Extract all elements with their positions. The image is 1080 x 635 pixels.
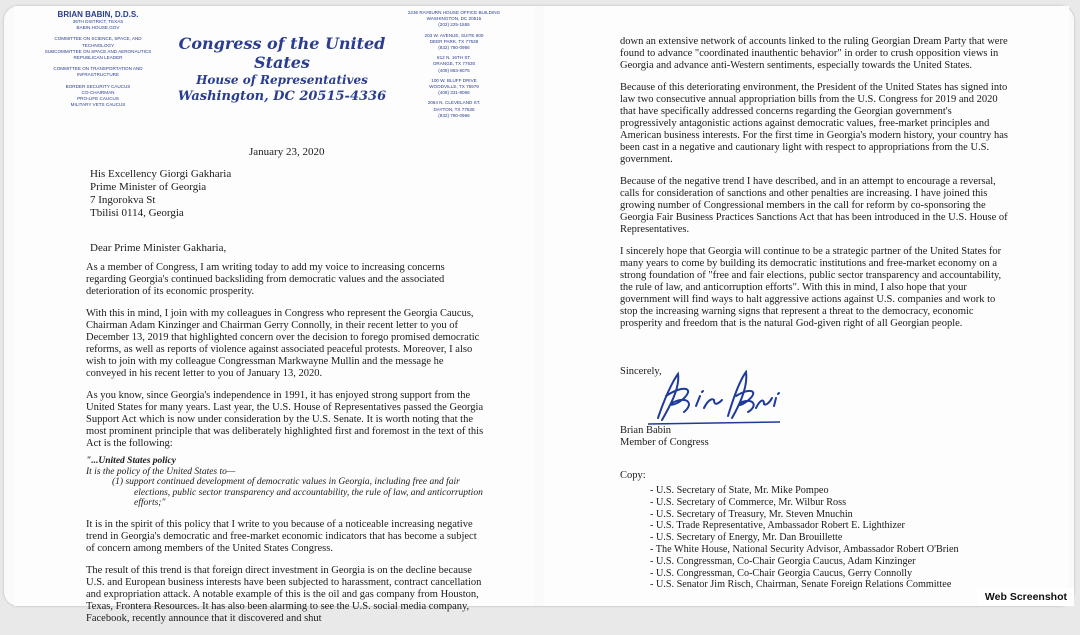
seal-line-1: Congress of the United States bbox=[178, 34, 386, 72]
office-line: 203 W. AVENUE, SUITE 600 bbox=[424, 32, 484, 38]
recipient-line: His Excellency Giorgi Gakharia bbox=[90, 168, 232, 180]
office-line: 812 N. 16TH ST. bbox=[437, 55, 471, 61]
web-screenshot-watermark: Web Screenshot bbox=[978, 588, 1074, 606]
signer-name: Brian Babin bbox=[620, 425, 672, 436]
copy-recipient: - U.S. Secretary of State, Mr. Mike Pompeo bbox=[650, 485, 829, 496]
quote-heading: "...United States policy bbox=[86, 456, 176, 466]
committee: COMMITTEE ON TRANSPORTATION AND INFRASTRUCTURE bbox=[53, 66, 143, 78]
paragraph: Because of the negative trend I have described, and in an attempt to encourage a reversal, calls for consideration of sanctions and other penalties are increasing. I have joined this growing number of Congressional members in the call for reform by co-sponsoring the Georgia Fair Business Practices Sanctions Act that has been introduced in the U.S. House of Representatives. bbox=[620, 176, 1008, 235]
office-line: DAYTON, TX 77535 bbox=[433, 106, 475, 112]
copy-recipient: - U.S. Congressman, Co-Chair Georgia Caucus, Gerry Connolly bbox=[650, 567, 913, 579]
letter-page-2 bbox=[544, 6, 1069, 606]
office-line: WASHINGTON, DC 20515 bbox=[426, 16, 482, 22]
copy-recipient: - U.S. Trade Representative, Ambassador Robert E. Lighthizer bbox=[650, 520, 905, 532]
paragraph: As you know, since Georgia's independence in 1991, it has enjoyed strong support from the United States for many years. Last year, the U.S. House of Representatives passed the Georgia Support Act which is now under consideration by the U.S. Senate. It is worth noting that the most prominent principle that was deliberately highlighted first and foremost in the text of this Act is the following: bbox=[86, 390, 484, 449]
copy-recipient: - U.S. Secretary of Treasury, Mr. Steven Mnuchin bbox=[650, 508, 853, 520]
seal-line-2: House of Representatives bbox=[196, 73, 368, 87]
act-quote bbox=[86, 456, 486, 509]
copy-recipient-list bbox=[650, 485, 959, 591]
office-line: ORANGE, TX 77630 bbox=[432, 61, 476, 67]
paragraph: down an extensive network of accounts linked to the ruling Georgian Dream Party that were found to advance "coordinated inauthentic behavior" in order to crush opposition views in Georgia and advance anti-Western sentiments, especially towards the United States. bbox=[620, 36, 1008, 71]
office-line: 2064 N. CLEVELAND ST. bbox=[427, 100, 481, 106]
paragraph: With this in mind, I join with my colleagues in Congress who represent the Georgia Caucus, Chairman Adam Kinzinger and Chairman Gerry Connolly, in their recent letter to you of December 13, 2019 that highlighted concern over the decision to forego promised democratic reforms, as well as reports of violence against associated peaceful protests. Moreover, I also wish to join with my colleague Congressman Markwayne Mullin and the message he conveyed in his recent letter to you of January 13, 2020. bbox=[86, 308, 480, 379]
paragraph: Because of this deteriorating environment, the President of the United States has signed into law two consecutive annual appropriation bills from the U.S. Congress for 2019 and 2020 that have specifically addressed concerns regarding the Georgian government's progressively antagonistic actions against democratic values, free-market principles and American business interests. For the first time in Georgia's modern history, your country has been cast in a negative and cautionary light with respect to appropriations from the U.S. government. bbox=[620, 82, 1008, 165]
paragraph: The result of this trend is that foreign direct investment in Georgia is on the decline because U.S. and European business interests have been subjected to harassment, contract cancellation and expropriation attack. A notable example of this is the oil and gas company from Houston, Texas, Frontera Resources. It has also been alarming to see the U.S. social media company, Facebook, recently announce that it discovered and shut bbox=[86, 564, 482, 624]
committee: REPUBLICAN LEADER bbox=[73, 55, 123, 61]
letterhead-left bbox=[42, 10, 154, 108]
recipient-address bbox=[90, 168, 231, 220]
salutation: Dear Prime Minister Gakharia, bbox=[90, 242, 227, 254]
paragraph: As a member of Congress, I am writing today to add my voice to increasing concerns regarding Georgia's continued backsliding from democratic values and the associated deterioration of its economic prosperity. bbox=[86, 262, 445, 297]
caucus: MILITARY VETS CAUCUS bbox=[70, 102, 126, 108]
recipient-line: 7 Ingorokva St bbox=[90, 194, 156, 206]
caucus: BORDER SECURITY CAUCUS bbox=[65, 83, 131, 89]
paragraph: I sincerely hope that Georgia will continue to be a strategic partner of the United States for many years to come by building its democratic institutions and free-market economy on a strong foundation of "free and fair elections, public sector transparency and accountability, the rule of law, and anticorruption efforts". With this in mind, I also hope that your government will find ways to halt aggressive actions against U.S. companies and work to stop the increasing warning signs that represent a threat to the democracy, economic prosperity and freedom that is the natural God-given right of all Georgian people. bbox=[620, 246, 1002, 329]
paragraph: It is in the spirit of this policy that I write to you because of a noticeable increasing negative trend in Georgia's democratic and free-market economic indicators that has become a subject of concern among members of the United States Congress. bbox=[86, 518, 477, 554]
copy-recipient: - U.S. Secretary of Energy, Mr. Dan Brouillette bbox=[650, 532, 843, 544]
copy-recipient: - U.S. Congressman, Co-Chair Georgia Caucus, Adam Kinzinger bbox=[650, 555, 916, 567]
letter-page-1 bbox=[14, 6, 534, 624]
letter-body-page-1 bbox=[86, 262, 486, 635]
letter-body-page-2 bbox=[620, 36, 1010, 340]
quote-item: (1) support continued development of democratic values in Georgia, including free and fair elections, public sector transparency and accountability, the rule of law, and anticorruption efforts;" bbox=[112, 477, 483, 508]
signature-image bbox=[644, 366, 784, 428]
copy-recipient: - U.S. Senator Jim Risch, Chairman, Senate Foreign Relations Committee bbox=[650, 579, 952, 591]
seal-line-3: Washington, DC 20515-4336 bbox=[177, 89, 387, 104]
office-line: (832) 780-0966 bbox=[438, 112, 470, 118]
closing: Sincerely, bbox=[620, 366, 662, 377]
caucus: PRO-LIFE CAUCUS bbox=[77, 96, 119, 102]
copy-recipient: - The White House, National Security Advisor, Ambassador Robert O'Brien bbox=[650, 543, 959, 555]
representative-name: BRIAN BABIN, D.D.S. bbox=[57, 10, 139, 19]
copy-label: Copy: bbox=[620, 470, 646, 481]
office-line: (409) 883-8075 bbox=[438, 67, 470, 73]
committee: COMMITTEE ON SCIENCE, SPACE, AND TECHNOLOGY bbox=[54, 36, 142, 48]
copy-recipient: - U.S. Secretary of Commerce, Mr. Wilbur Ross bbox=[650, 496, 847, 508]
committee: SUBCOMMITTEE ON SPACE AND AERONAUTICS bbox=[44, 48, 152, 54]
district: 36TH DISTRICT, TEXAS bbox=[72, 19, 124, 24]
signer-title: Member of Congress bbox=[620, 437, 709, 448]
recipient-line: Prime Minister of Georgia bbox=[90, 181, 207, 193]
office-line: 100 W. BLUFF DRIVE bbox=[431, 77, 477, 83]
quote-intro: It is the policy of the United States to— bbox=[86, 466, 236, 477]
office-line: WOODVILLE, TX 75979 bbox=[429, 84, 479, 90]
office-line: (202) 225-1555 bbox=[438, 22, 470, 28]
congress-seal-text bbox=[174, 34, 390, 105]
office-line: (832) 780-0966 bbox=[438, 45, 470, 51]
website: BABIN.HOUSE.GOV bbox=[76, 25, 120, 31]
letterhead-offices bbox=[404, 10, 504, 119]
caucus: CO-CHAIRMAN bbox=[81, 89, 115, 95]
letter-date: January 23, 2020 bbox=[249, 146, 325, 158]
office-line: DEER PARK, TX 77536 bbox=[429, 38, 479, 44]
screenshot-frame bbox=[4, 6, 1074, 624]
office-line: 2236 RAYBURN HOUSE OFFICE BUILDING bbox=[407, 10, 501, 15]
office-line: (409) 331-8066 bbox=[438, 90, 470, 96]
signer-block bbox=[620, 425, 709, 449]
recipient-line: Tbilisi 0114, Georgia bbox=[90, 207, 184, 219]
